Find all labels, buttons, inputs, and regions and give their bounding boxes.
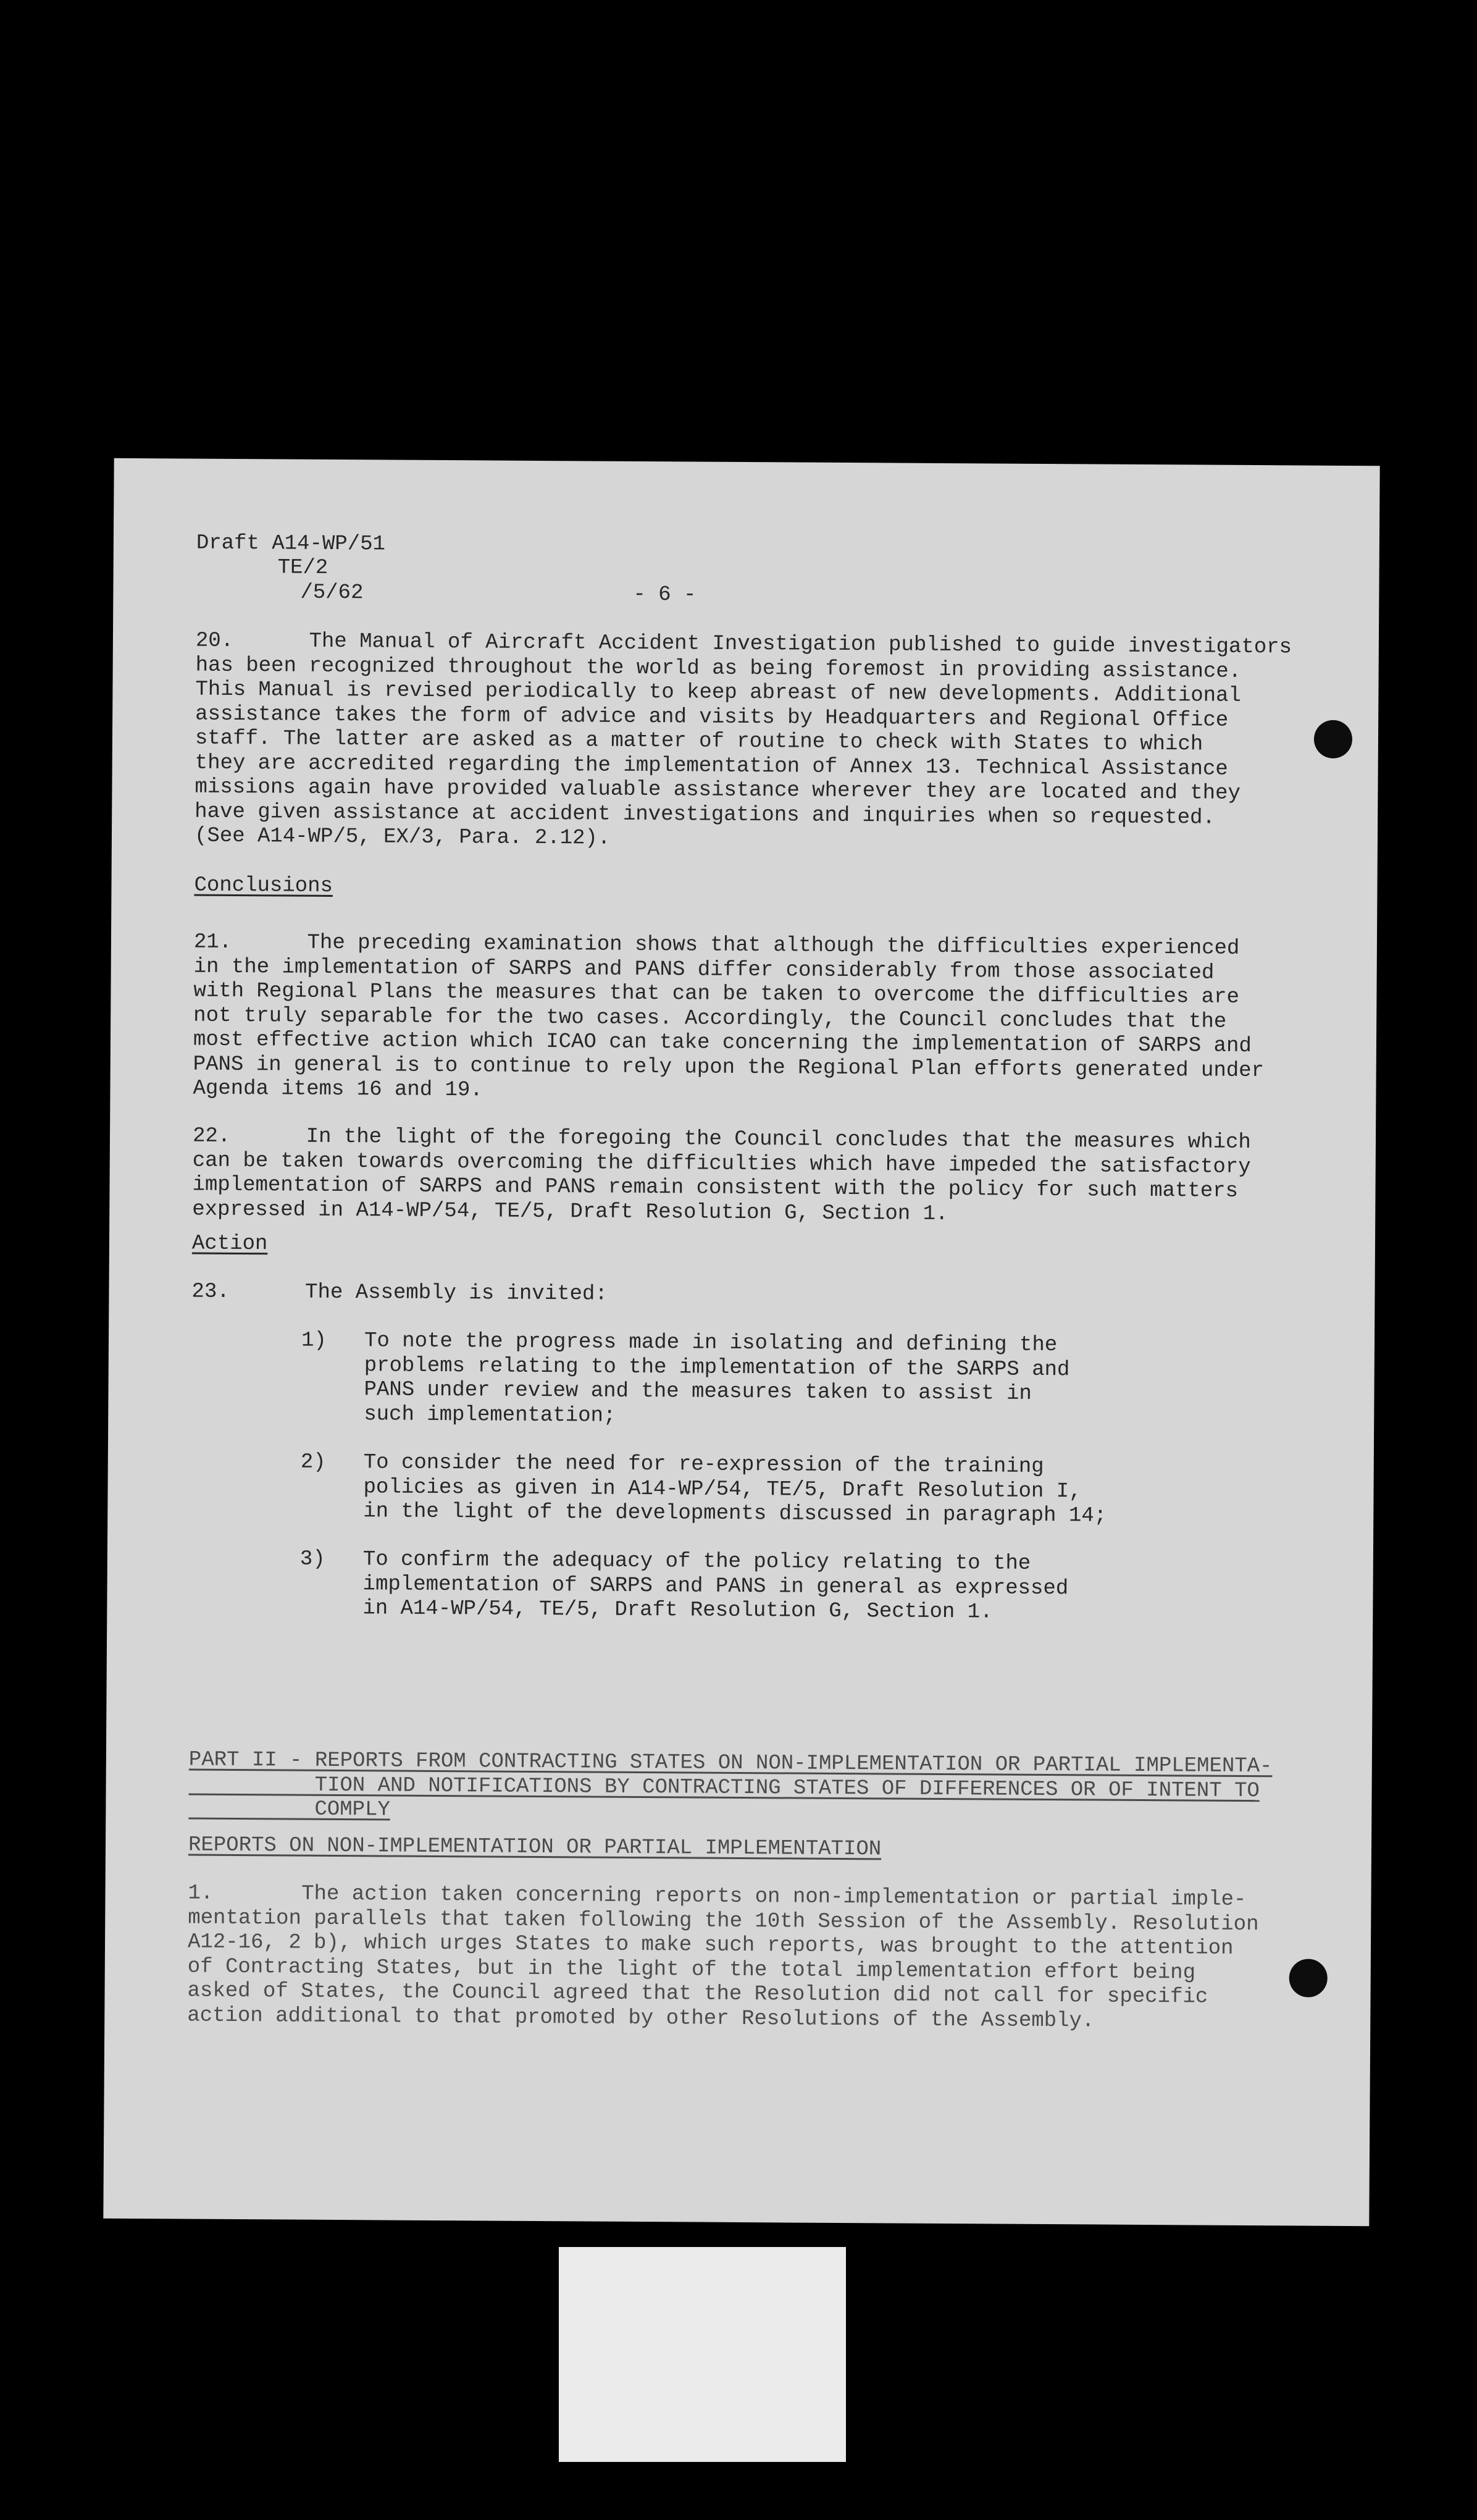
ref-line-2: TE/2 xyxy=(277,556,328,580)
text-line: implementation of SARPS and PANS in general as expressed xyxy=(299,1572,1069,1600)
text-line: assistance takes the form of advice and visits by Headquarters and Regional Office xyxy=(195,702,1229,733)
ref-line-3: /5/62 xyxy=(300,581,364,605)
text-line: TION AND NOTIFICATIONS BY CONTRACTING STATES OF DIFFERENCES OR OF INTENT TO xyxy=(188,1773,1260,1803)
text-line: This Manual is revised periodically to keep abreast of new developments. Additional xyxy=(195,678,1242,708)
text-line: PANS under review and the measures taken to assist in xyxy=(301,1377,1032,1406)
text-line: of Contracting States, but in the light of the total implementation effort being xyxy=(187,1955,1196,1985)
part-2-subheading: REPORTS ON NON-IMPLEMENTATION OR PARTIAL IMPLEMENTATION xyxy=(188,1833,882,1862)
text-line: not truly separable for the two cases. Accordingly, the Council concludes that the xyxy=(193,1004,1227,1034)
text-line: have given assistance at accident investigations and inquiries when so requested. xyxy=(195,800,1215,830)
text-line: problems relating to the implementation of the SARPS and xyxy=(301,1353,1070,1382)
text-line: in the light of the developments discussed in paragraph 14; xyxy=(300,1499,1107,1528)
text-line: in A14-WP/54, TE/5, Draft Resolution G, Section 1. xyxy=(299,1596,993,1624)
text-line: PANS in general is to continue to rely upon the Regional Plan efforts generated under xyxy=(193,1052,1265,1083)
conclusions-heading: Conclusions xyxy=(194,873,333,898)
text-line: PART II - REPORTS FROM CONTRACTING STATES ON NON-IMPLEMENTATION OR PARTIAL IMPLEMENTA- xyxy=(188,1748,1273,1779)
text-line: implementation of SARPS and PANS remain consistent with the policy for such matters xyxy=(192,1173,1239,1203)
text-line: 3) To confirm the adequacy of the policy relating to the xyxy=(299,1547,1031,1576)
text-line: 1) To note the progress made in isolating and defining the xyxy=(301,1329,1058,1358)
text-line: action additional to that promoted by other Resolutions of the Assembly. xyxy=(187,2004,1095,2033)
text-line: missions again have provided valuable assistance wherever they are located and they xyxy=(195,775,1241,805)
text-line: has been recognized throughout the world as being foremost in providing assistance. xyxy=(195,653,1242,684)
text-line: such implementation; xyxy=(301,1402,616,1428)
text-line: COMPLY xyxy=(188,1797,390,1822)
text-line: staff. The latter are asked as a matter of routine to check with States to which xyxy=(195,726,1203,757)
text-line: expressed in A14-WP/54, TE/5, Draft Resolution G, Section 1. xyxy=(192,1198,948,1226)
text-line: (See A14-WP/5, EX/3, Para. 2.12). xyxy=(194,824,611,850)
paragraph-23-intro: 23. The Assembly is invited: xyxy=(191,1280,608,1306)
text-line: Agenda items 16 and 19. xyxy=(193,1077,483,1102)
text-line: mentation parallels that taken following the 10th Session of the Assembly. Resolution xyxy=(188,1906,1259,1936)
text-line: in the implementation of SARPS and PANS differ considerably from those associated xyxy=(193,955,1215,985)
action-heading: Action xyxy=(191,1232,268,1256)
text-line: asked of States, the Council agreed that the Resolution did not call for specific xyxy=(187,1979,1208,2009)
text-line: A12-16, 2 b), which urges States to make such reports, was brought to the attention xyxy=(187,1930,1234,1960)
text-line: they are accredited regarding the implementation of Annex 13. Technical Assistance xyxy=(195,751,1228,781)
text-line: 1. The action taken concerning reports on non-implementation or partial imple- xyxy=(188,1881,1247,1912)
punch-hole-top xyxy=(1314,720,1352,758)
punch-hole-bottom xyxy=(1289,1959,1328,1997)
text-line: most effective action which ICAO can take concerning the implementation of SARPS and xyxy=(193,1028,1252,1059)
text-line: with Regional Plans the measures that can be taken to overcome the difficulties are xyxy=(193,979,1240,1009)
text-line: 20. The Manual of Aircraft Accident Investigation published to guide investigators xyxy=(195,629,1292,660)
blank-card xyxy=(559,2247,846,2462)
text-line: 22. In the light of the foregoing the Council concludes that the measures which xyxy=(192,1124,1251,1155)
text-line: can be taken towards overcoming the difficulties which have impeded the satisfactory xyxy=(192,1149,1251,1179)
document-page xyxy=(103,458,1379,2226)
text-line: 2) To consider the need for re-expression of the training xyxy=(300,1450,1044,1479)
text-line: policies as given in A14-WP/54, TE/5, Draft Resolution I, xyxy=(300,1475,1082,1503)
page-number: - 6 - xyxy=(633,582,697,607)
text-line: 21. The preceding examination shows that although the difficulties experienced xyxy=(193,930,1240,960)
ref-line-1: Draft A14-WP/51 xyxy=(196,531,386,556)
